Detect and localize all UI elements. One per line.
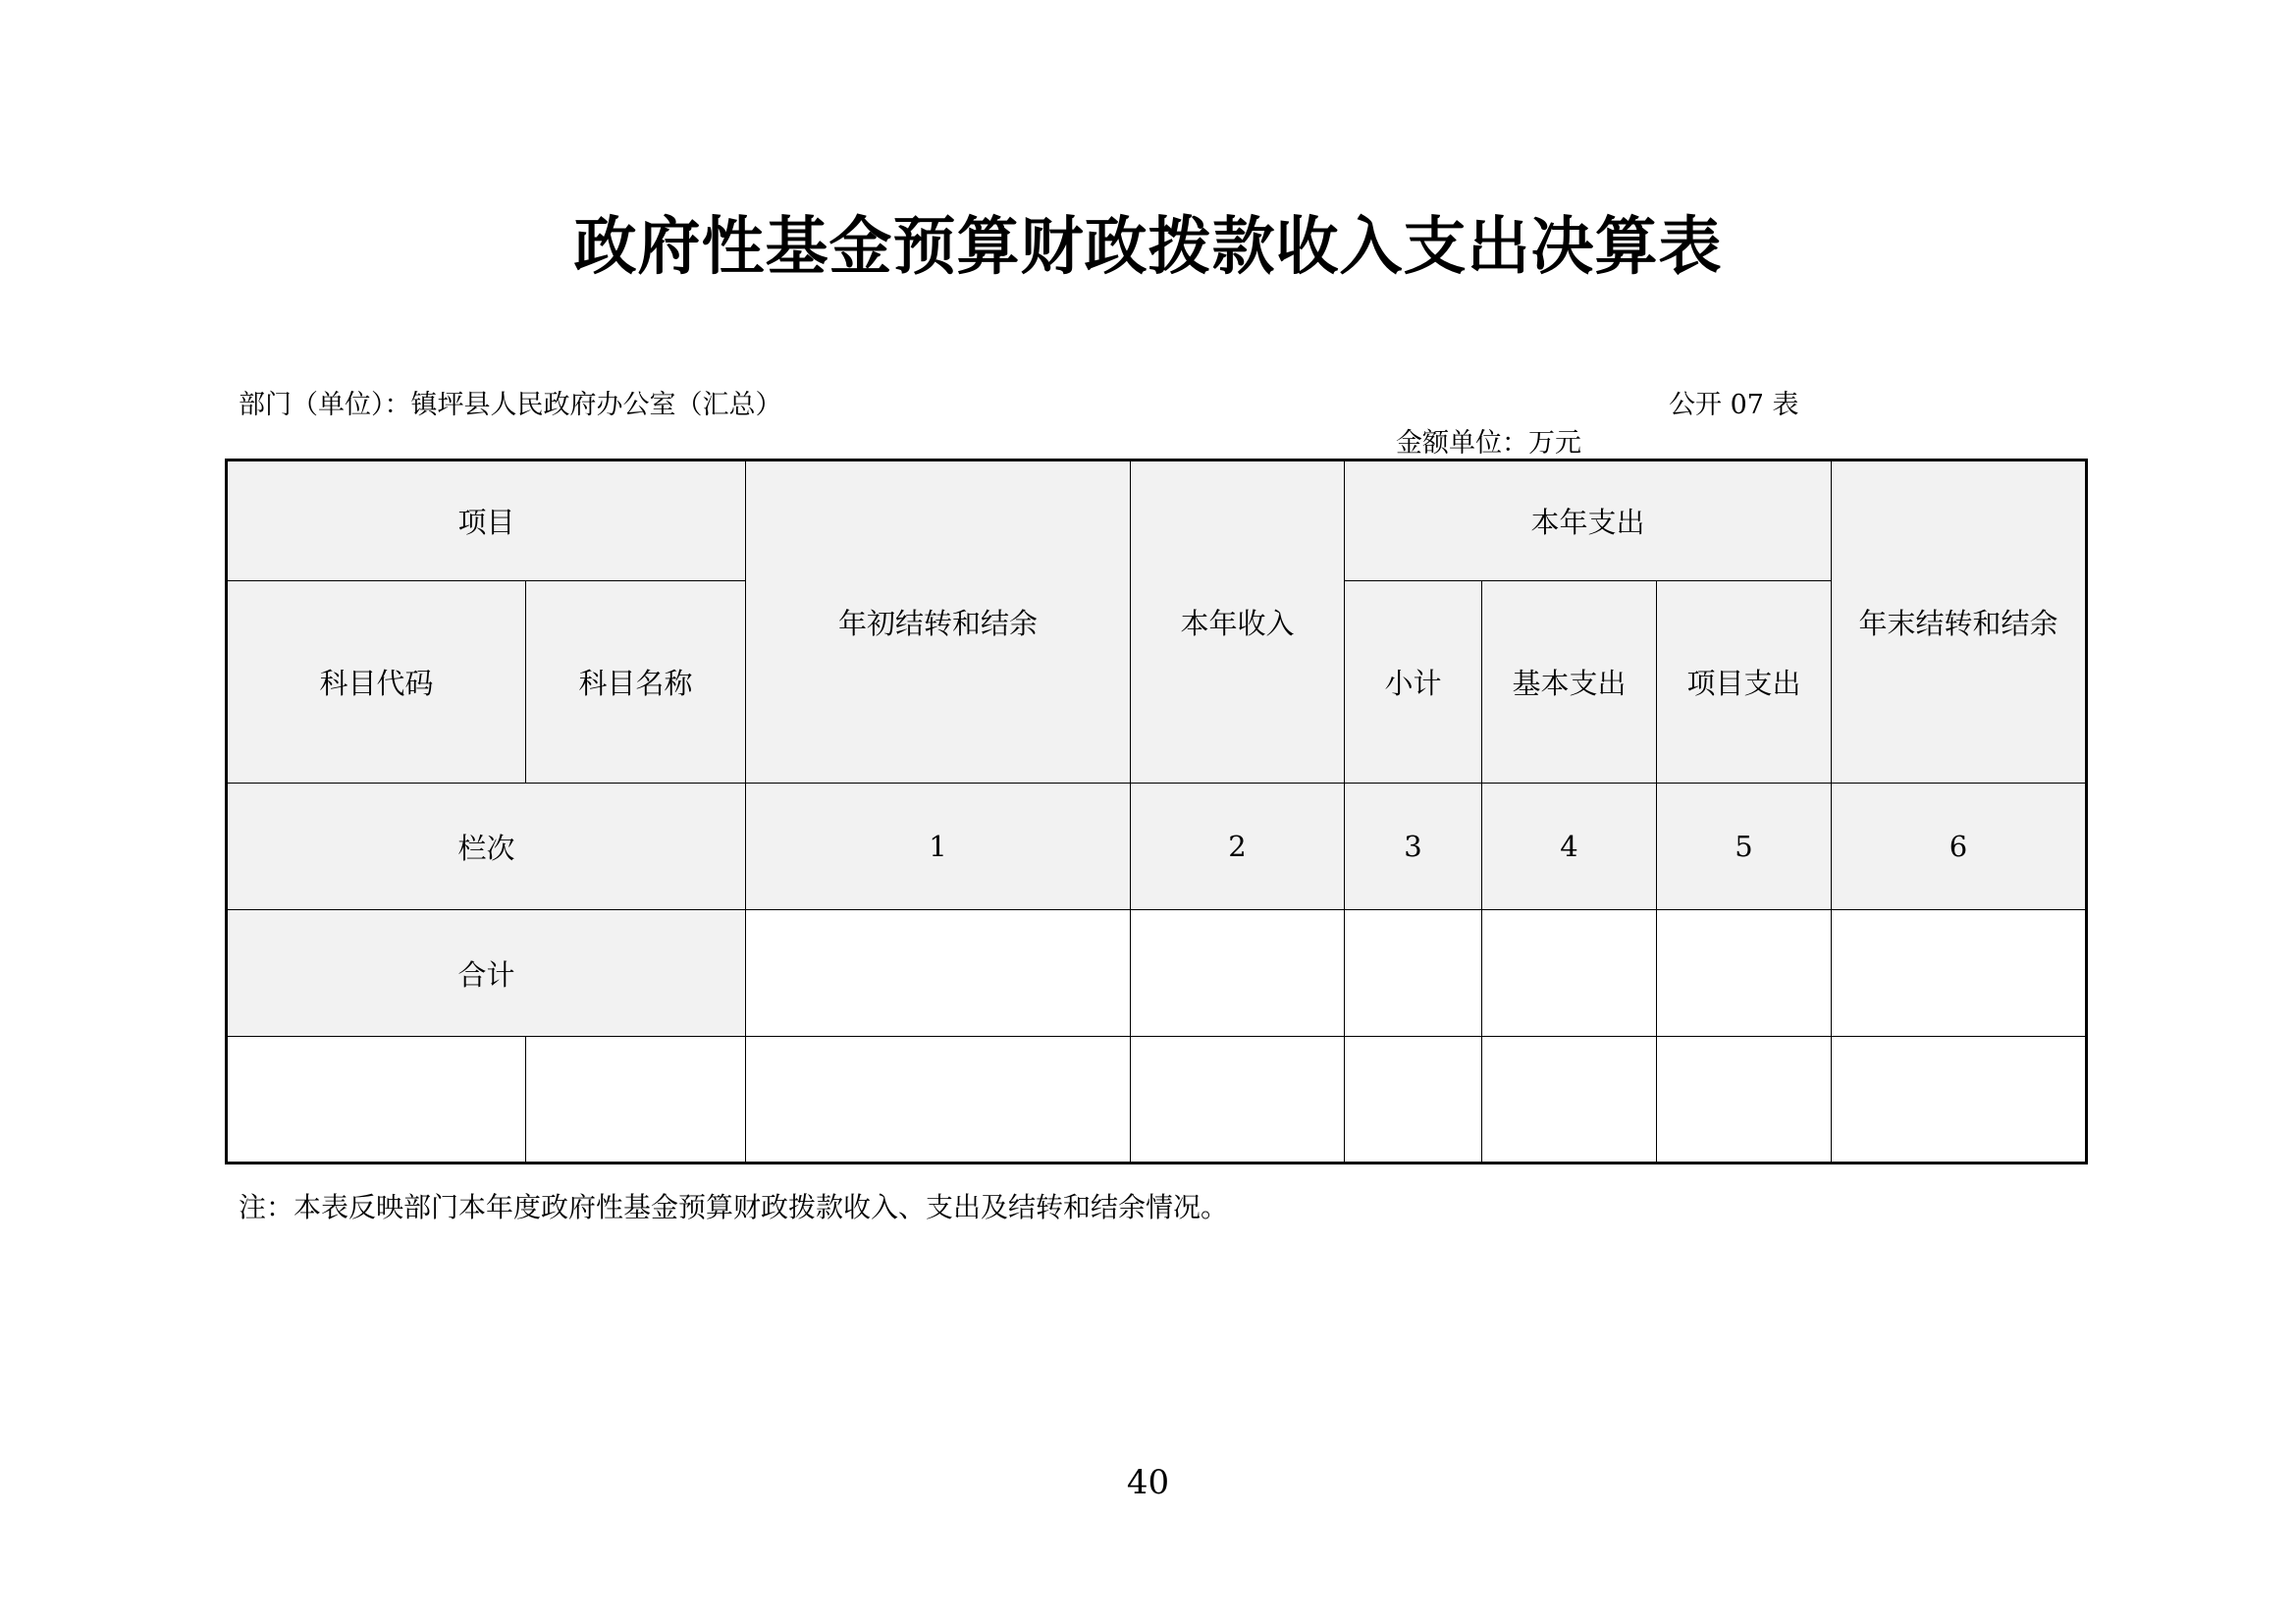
department-label: 部门（单位）：镇坪县人民政府办公室（汇总） xyxy=(239,390,782,420)
amount-unit: 金额单位：万元 xyxy=(1396,428,1581,459)
page-title: 政府性基金预算财政拨款收入支出决算表 xyxy=(573,211,1723,284)
header-begin-balance: 年初结转和结余 xyxy=(746,460,1131,784)
column-index-1: 1 xyxy=(746,784,1131,910)
total-income xyxy=(1131,910,1345,1037)
total-basic xyxy=(1482,910,1657,1037)
column-index-6: 6 xyxy=(1832,784,2087,910)
header-project: 项目支出 xyxy=(1657,581,1832,784)
column-index-label: 栏次 xyxy=(227,784,746,910)
total-row xyxy=(227,910,2087,1037)
column-index-3: 3 xyxy=(1345,784,1482,910)
row-code xyxy=(227,1037,526,1164)
column-index-5: 5 xyxy=(1657,784,1832,910)
header-row-1 xyxy=(227,460,2087,581)
form-number: 公开 07 表 xyxy=(1669,390,1799,420)
row-begin-balance xyxy=(746,1037,1131,1164)
header-basic: 基本支出 xyxy=(1482,581,1657,784)
table-note: 注：本表反映部门本年度政府性基金预算财政拨款收入、支出及结转和结余情况。 xyxy=(239,1191,1229,1223)
total-label: 合计 xyxy=(227,910,746,1037)
header-name: 科目名称 xyxy=(526,581,746,784)
row-project xyxy=(1657,1037,1832,1164)
total-project xyxy=(1657,910,1832,1037)
row-subtotal xyxy=(1345,1037,1482,1164)
column-index-row xyxy=(227,784,2087,910)
column-index-2: 2 xyxy=(1131,784,1345,910)
column-index-4: 4 xyxy=(1482,784,1657,910)
header-subtotal: 小计 xyxy=(1345,581,1482,784)
table-row xyxy=(227,1037,2087,1164)
row-basic xyxy=(1482,1037,1657,1164)
header-end-balance: 年末结转和结余 xyxy=(1832,460,2087,784)
row-name xyxy=(526,1037,746,1164)
row-income xyxy=(1131,1037,1345,1164)
total-begin-balance xyxy=(746,910,1131,1037)
header-item: 项目 xyxy=(227,460,746,581)
total-end-balance xyxy=(1832,910,2087,1037)
row-end-balance xyxy=(1832,1037,2087,1164)
budget-table xyxy=(225,459,2088,1164)
page-number: 40 xyxy=(1126,1463,1170,1502)
header-expense-group: 本年支出 xyxy=(1345,460,1832,581)
total-subtotal xyxy=(1345,910,1482,1037)
header-income: 本年收入 xyxy=(1131,460,1345,784)
header-code: 科目代码 xyxy=(227,581,526,784)
